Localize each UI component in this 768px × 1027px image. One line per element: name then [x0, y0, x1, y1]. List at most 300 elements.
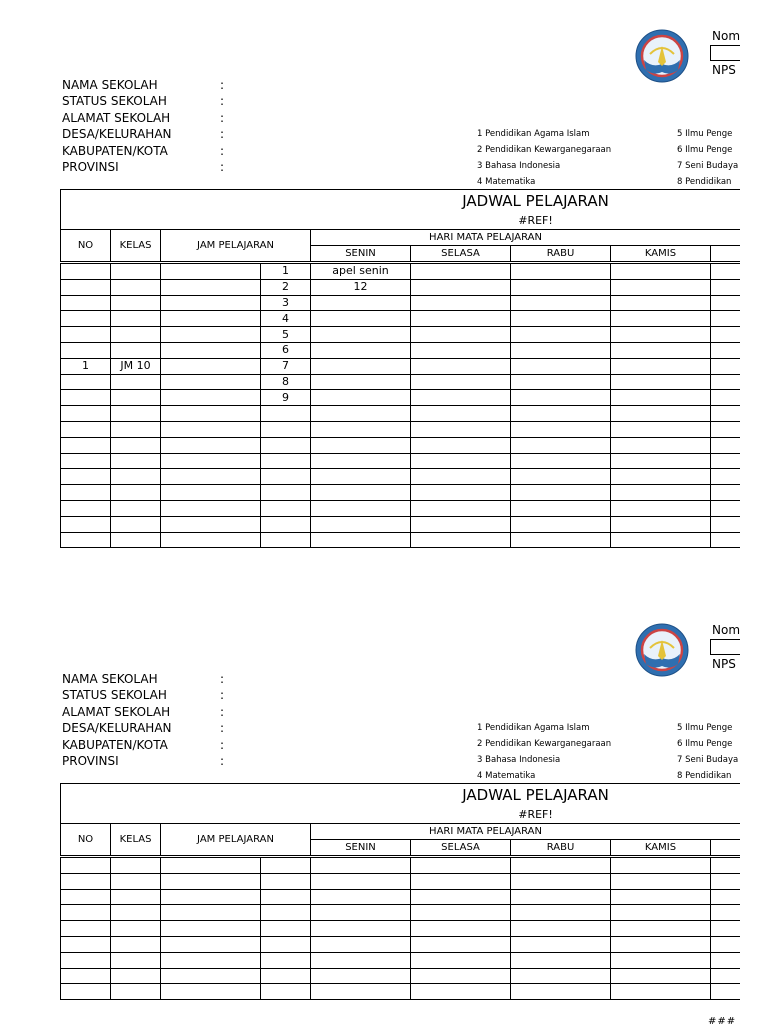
cell-jam-number[interactable] [261, 984, 311, 1000]
cell-next[interactable] [711, 936, 741, 952]
table-row [61, 437, 741, 453]
day-header-kamis: KAMIS [611, 246, 711, 263]
cell-next[interactable] [711, 263, 741, 280]
cell-rabu[interactable] [511, 453, 611, 469]
cell-next[interactable] [711, 437, 741, 453]
day-header-next [711, 840, 741, 857]
cell-kelas[interactable] [111, 263, 161, 280]
cell-jam-number[interactable]: 3 [261, 295, 311, 311]
cell-senin[interactable] [311, 857, 411, 874]
cell-jam-number[interactable] [261, 453, 311, 469]
cell-jam-blank[interactable] [161, 968, 261, 984]
cell-kelas[interactable] [111, 968, 161, 984]
cell-selasa[interactable] [411, 500, 511, 516]
cell-selasa[interactable] [411, 279, 511, 295]
hari-header: HARI MATA PELAJARAN [311, 824, 741, 840]
day-header-selasa: SELASA [411, 840, 511, 857]
cell-kamis[interactable] [611, 390, 711, 406]
cell-jam-blank[interactable] [161, 263, 261, 280]
cell-next[interactable] [711, 279, 741, 295]
cell-kelas[interactable] [111, 857, 161, 874]
cell-kelas[interactable] [111, 342, 161, 358]
cell-senin[interactable] [311, 342, 411, 358]
cell-senin[interactable] [311, 968, 411, 984]
table-row [61, 936, 741, 952]
cell-jam-number[interactable] [261, 500, 311, 516]
cell-kamis[interactable] [611, 984, 711, 1000]
cell-kelas[interactable] [111, 453, 161, 469]
table-row [61, 390, 741, 406]
cell-kamis[interactable] [611, 889, 711, 905]
cell-selasa[interactable] [411, 311, 511, 327]
schedule-table [60, 189, 741, 548]
cell-kelas[interactable] [111, 873, 161, 889]
cell-selasa[interactable] [411, 936, 511, 952]
cell-selasa[interactable] [411, 437, 511, 453]
nomor-box [710, 639, 742, 655]
table-row [61, 421, 741, 437]
cell-jam-blank[interactable] [161, 390, 261, 406]
cell-rabu[interactable] [511, 921, 611, 937]
cell-selasa[interactable] [411, 857, 511, 874]
cell-no[interactable] [61, 421, 111, 437]
cell-kelas[interactable] [111, 469, 161, 485]
cell-jam-blank[interactable] [161, 342, 261, 358]
cell-selasa[interactable] [411, 889, 511, 905]
cell-rabu[interactable] [511, 406, 611, 422]
cell-selasa[interactable] [411, 421, 511, 437]
cell-senin[interactable] [311, 358, 411, 374]
cell-selasa[interactable] [411, 327, 511, 343]
cell-kelas[interactable]: JM 10 [111, 358, 161, 374]
tut-wuri-handayani-logo [634, 622, 690, 678]
cell-jam-blank[interactable] [161, 952, 261, 968]
cell-no[interactable] [61, 311, 111, 327]
cell-kamis[interactable] [611, 279, 711, 295]
cell-next[interactable] [711, 327, 741, 343]
subject-item: 1 Pendidikan Agama Islam [477, 129, 590, 139]
cell-next[interactable] [711, 469, 741, 485]
cell-kamis[interactable] [611, 532, 711, 548]
cell-kamis[interactable] [611, 358, 711, 374]
table-row [61, 485, 741, 501]
nomor-box [710, 45, 742, 61]
cell-kamis[interactable] [611, 905, 711, 921]
cell-kelas[interactable] [111, 516, 161, 532]
cell-senin[interactable]: 12 [311, 279, 411, 295]
cell-no[interactable] [61, 532, 111, 548]
cell-kelas[interactable] [111, 905, 161, 921]
cell-jam-blank[interactable] [161, 279, 261, 295]
cell-kamis[interactable] [611, 342, 711, 358]
cell-selasa[interactable] [411, 921, 511, 937]
cell-kamis[interactable] [611, 485, 711, 501]
cell-jam-blank[interactable] [161, 889, 261, 905]
cell-jam-number[interactable]: 7 [261, 358, 311, 374]
cell-rabu[interactable] [511, 374, 611, 390]
cell-rabu[interactable] [511, 342, 611, 358]
cell-jam-blank[interactable] [161, 857, 261, 874]
cell-next[interactable] [711, 984, 741, 1000]
subject-item: 1 Pendidikan Agama Islam [477, 723, 590, 733]
cell-senin[interactable] [311, 437, 411, 453]
cell-kamis[interactable] [611, 421, 711, 437]
page-footer: ### [708, 1016, 737, 1027]
cell-next[interactable] [711, 873, 741, 889]
cell-jam-blank[interactable] [161, 984, 261, 1000]
cell-next[interactable] [711, 311, 741, 327]
cell-jam-blank[interactable] [161, 469, 261, 485]
cell-jam-number[interactable] [261, 921, 311, 937]
cell-jam-blank[interactable] [161, 921, 261, 937]
cell-rabu[interactable] [511, 889, 611, 905]
subject-item: 2 Pendidikan Kewarganegaraan [477, 739, 612, 749]
cell-rabu[interactable] [511, 358, 611, 374]
info-row: NAMA SEKOLAH : [62, 672, 225, 686]
nomor-label: Nom [712, 623, 741, 637]
cell-jam-number[interactable] [261, 421, 311, 437]
cell-selasa[interactable] [411, 532, 511, 548]
cell-kelas[interactable] [111, 374, 161, 390]
cell-selasa[interactable] [411, 390, 511, 406]
nomor-label: Nom [712, 29, 741, 43]
info-row: PROVINSI : [62, 159, 225, 174]
cell-jam-number[interactable] [261, 532, 311, 548]
cell-no[interactable] [61, 921, 111, 937]
cell-senin[interactable] [311, 532, 411, 548]
cell-kelas[interactable] [111, 390, 161, 406]
cell-rabu[interactable] [511, 905, 611, 921]
cell-next[interactable] [711, 374, 741, 390]
subject-item: 3 Bahasa Indonesia [477, 161, 561, 171]
cell-selasa[interactable] [411, 358, 511, 374]
cell-next[interactable] [711, 390, 741, 406]
subject-item: 6 Ilmu Penge [677, 739, 733, 749]
cell-senin[interactable] [311, 406, 411, 422]
cell-kamis[interactable] [611, 857, 711, 874]
cell-kelas[interactable] [111, 406, 161, 422]
info-label: DESA/KELURAHAN [62, 721, 172, 736]
cell-kamis[interactable] [611, 516, 711, 532]
cell-jam-number[interactable] [261, 873, 311, 889]
cell-no[interactable] [61, 889, 111, 905]
cell-kamis[interactable] [611, 406, 711, 422]
cell-selasa[interactable] [411, 453, 511, 469]
cell-selasa[interactable] [411, 485, 511, 501]
table-row [61, 406, 741, 422]
cell-no[interactable] [61, 295, 111, 311]
info-label: NAMA SEKOLAH [62, 672, 158, 686]
cell-next[interactable] [711, 421, 741, 437]
cell-jam-number[interactable] [261, 905, 311, 921]
subject-item: 4 Matematika [477, 771, 536, 781]
info-label: KABUPATEN/KOTA [62, 143, 168, 158]
schedule-sheet-2 [0, 594, 768, 994]
cell-no[interactable] [61, 279, 111, 295]
cell-kamis[interactable] [611, 263, 711, 280]
cell-rabu[interactable] [511, 873, 611, 889]
cell-kamis[interactable] [611, 374, 711, 390]
day-header-next [711, 246, 741, 263]
cell-no[interactable] [61, 437, 111, 453]
subject-item: 8 Pendidikan [677, 771, 732, 781]
cell-kamis[interactable] [611, 327, 711, 343]
cell-senin[interactable] [311, 936, 411, 952]
cell-next[interactable] [711, 406, 741, 422]
cell-kamis[interactable] [611, 500, 711, 516]
cell-senin[interactable] [311, 889, 411, 905]
subject-item: 8 Pendidikan [677, 177, 732, 187]
cell-senin[interactable] [311, 453, 411, 469]
cell-next[interactable] [711, 921, 741, 937]
cell-jam-blank[interactable] [161, 453, 261, 469]
cell-rabu[interactable] [511, 279, 611, 295]
school-info [62, 77, 230, 175]
cell-no[interactable] [61, 406, 111, 422]
cell-kamis[interactable] [611, 295, 711, 311]
cell-senin[interactable] [311, 390, 411, 406]
cell-kamis[interactable] [611, 873, 711, 889]
cell-next[interactable] [711, 857, 741, 874]
cell-selasa[interactable] [411, 873, 511, 889]
cell-kelas[interactable] [111, 295, 161, 311]
cell-no[interactable] [61, 936, 111, 952]
cell-rabu[interactable] [511, 263, 611, 280]
cell-jam-number[interactable]: 1 [261, 263, 311, 280]
cell-senin[interactable]: apel senin [311, 263, 411, 280]
cell-jam-number[interactable] [261, 936, 311, 952]
cell-kamis[interactable] [611, 921, 711, 937]
table-title: JADWAL PELAJARAN [61, 190, 741, 213]
table-row [61, 374, 741, 390]
col-jam-header: JAM PELAJARAN [161, 824, 311, 857]
cell-no[interactable] [61, 857, 111, 874]
cell-kelas[interactable] [111, 485, 161, 501]
cell-no[interactable] [61, 952, 111, 968]
table-row [61, 516, 741, 532]
cell-senin[interactable] [311, 921, 411, 937]
cell-kelas[interactable] [111, 532, 161, 548]
cell-jam-number[interactable] [261, 857, 311, 874]
cell-rabu[interactable] [511, 327, 611, 343]
cell-kelas[interactable] [111, 889, 161, 905]
cell-senin[interactable] [311, 984, 411, 1000]
cell-next[interactable] [711, 532, 741, 548]
cell-jam-number[interactable] [261, 406, 311, 422]
cell-no[interactable] [61, 374, 111, 390]
cell-jam-number[interactable] [261, 952, 311, 968]
cell-no[interactable] [61, 327, 111, 343]
cell-jam-blank[interactable] [161, 358, 261, 374]
cell-senin[interactable] [311, 873, 411, 889]
cell-kelas[interactable] [111, 311, 161, 327]
cell-selasa[interactable] [411, 984, 511, 1000]
cell-kelas[interactable] [111, 952, 161, 968]
cell-next[interactable] [711, 516, 741, 532]
cell-senin[interactable] [311, 311, 411, 327]
cell-rabu[interactable] [511, 968, 611, 984]
cell-kamis[interactable] [611, 952, 711, 968]
cell-jam-blank[interactable] [161, 500, 261, 516]
cell-rabu[interactable] [511, 516, 611, 532]
nps-label: NPS [712, 63, 736, 77]
cell-kamis[interactable] [611, 936, 711, 952]
table-row [61, 873, 741, 889]
cell-jam-number[interactable] [261, 516, 311, 532]
cell-rabu[interactable] [511, 469, 611, 485]
cell-senin[interactable] [311, 516, 411, 532]
cell-senin[interactable] [311, 295, 411, 311]
cell-kamis[interactable] [611, 437, 711, 453]
cell-kelas[interactable] [111, 984, 161, 1000]
cell-next[interactable] [711, 485, 741, 501]
table-row [61, 279, 741, 295]
cell-jam-blank[interactable] [161, 485, 261, 501]
cell-rabu[interactable] [511, 295, 611, 311]
info-row: DESA/KELURAHAN : [62, 127, 225, 142]
table-row [61, 857, 741, 874]
cell-jam-number[interactable]: 9 [261, 390, 311, 406]
cell-jam-blank[interactable] [161, 516, 261, 532]
subject-item: 7 Seni Budaya [677, 755, 739, 765]
cell-jam-blank[interactable] [161, 311, 261, 327]
cell-next[interactable] [711, 453, 741, 469]
cell-jam-number[interactable] [261, 469, 311, 485]
cell-kamis[interactable] [611, 968, 711, 984]
cell-rabu[interactable] [511, 421, 611, 437]
cell-jam-blank[interactable] [161, 873, 261, 889]
cell-rabu[interactable] [511, 500, 611, 516]
cell-selasa[interactable] [411, 263, 511, 280]
cell-next[interactable] [711, 358, 741, 374]
cell-next[interactable] [711, 952, 741, 968]
cell-jam-blank[interactable] [161, 327, 261, 343]
cell-senin[interactable] [311, 485, 411, 501]
cell-jam-number[interactable] [261, 437, 311, 453]
cell-selasa[interactable] [411, 968, 511, 984]
cell-selasa[interactable] [411, 406, 511, 422]
cell-next[interactable] [711, 295, 741, 311]
cell-jam-blank[interactable] [161, 295, 261, 311]
cell-jam-blank[interactable] [161, 421, 261, 437]
cell-rabu[interactable] [511, 952, 611, 968]
cell-jam-number[interactable]: 6 [261, 342, 311, 358]
table-row [61, 921, 741, 937]
cell-selasa[interactable] [411, 469, 511, 485]
cell-no[interactable] [61, 968, 111, 984]
cell-senin[interactable] [311, 327, 411, 343]
info-row: STATUS SEKOLAH : [62, 688, 225, 703]
cell-jam-number[interactable] [261, 485, 311, 501]
cell-selasa[interactable] [411, 516, 511, 532]
cell-no[interactable] [61, 263, 111, 280]
cell-jam-blank[interactable] [161, 532, 261, 548]
cell-jam-number[interactable] [261, 968, 311, 984]
cell-jam-blank[interactable] [161, 936, 261, 952]
nps-label: NPS [712, 657, 736, 671]
subject-item: 4 Matematika [477, 177, 536, 187]
cell-no[interactable] [61, 485, 111, 501]
cell-no[interactable]: 1 [61, 358, 111, 374]
cell-no[interactable] [61, 873, 111, 889]
cell-rabu[interactable] [511, 390, 611, 406]
cell-senin[interactable] [311, 421, 411, 437]
cell-jam-number[interactable]: 4 [261, 311, 311, 327]
subject-item: 5 Ilmu Penge [677, 723, 733, 733]
cell-no[interactable] [61, 516, 111, 532]
cell-jam-blank[interactable] [161, 905, 261, 921]
cell-rabu[interactable] [511, 485, 611, 501]
cell-next[interactable] [711, 889, 741, 905]
cell-kelas[interactable] [111, 500, 161, 516]
info-row: PROVINSI : [62, 753, 225, 768]
cell-selasa[interactable] [411, 295, 511, 311]
cell-kelas[interactable] [111, 421, 161, 437]
cell-no[interactable] [61, 390, 111, 406]
cell-selasa[interactable] [411, 905, 511, 921]
cell-kamis[interactable] [611, 453, 711, 469]
cell-senin[interactable] [311, 500, 411, 516]
cell-selasa[interactable] [411, 374, 511, 390]
cell-no[interactable] [61, 500, 111, 516]
cell-jam-number[interactable] [261, 889, 311, 905]
schedule-sheet-1 [0, 0, 768, 404]
cell-rabu[interactable] [511, 311, 611, 327]
cell-no[interactable] [61, 469, 111, 485]
cell-senin[interactable] [311, 469, 411, 485]
cell-kelas[interactable] [111, 437, 161, 453]
cell-no[interactable] [61, 984, 111, 1000]
cell-jam-blank[interactable] [161, 437, 261, 453]
cell-kamis[interactable] [611, 311, 711, 327]
info-label: NAMA SEKOLAH [62, 78, 158, 92]
cell-rabu[interactable] [511, 984, 611, 1000]
cell-no[interactable] [61, 905, 111, 921]
cell-kelas[interactable] [111, 327, 161, 343]
table-title: JADWAL PELAJARAN [61, 784, 741, 807]
cell-rabu[interactable] [511, 857, 611, 874]
cell-rabu[interactable] [511, 532, 611, 548]
cell-next[interactable] [711, 342, 741, 358]
cell-selasa[interactable] [411, 342, 511, 358]
cell-selasa[interactable] [411, 952, 511, 968]
cell-rabu[interactable] [511, 437, 611, 453]
cell-senin[interactable] [311, 374, 411, 390]
info-label: STATUS SEKOLAH [62, 94, 167, 109]
cell-senin[interactable] [311, 952, 411, 968]
cell-next[interactable] [711, 500, 741, 516]
cell-no[interactable] [61, 453, 111, 469]
cell-kelas[interactable] [111, 279, 161, 295]
table-row [61, 342, 741, 358]
day-header-senin: SENIN [311, 840, 411, 857]
col-jam-header: JAM PELAJARAN [161, 230, 311, 263]
cell-jam-blank[interactable] [161, 406, 261, 422]
cell-kelas[interactable] [111, 936, 161, 952]
cell-next[interactable] [711, 905, 741, 921]
cell-senin[interactable] [311, 905, 411, 921]
cell-rabu[interactable] [511, 936, 611, 952]
cell-jam-blank[interactable] [161, 374, 261, 390]
subject-item: 6 Ilmu Penge [677, 145, 733, 155]
cell-kamis[interactable] [611, 469, 711, 485]
cell-kelas[interactable] [111, 921, 161, 937]
cell-no[interactable] [61, 342, 111, 358]
cell-jam-number[interactable]: 8 [261, 374, 311, 390]
cell-jam-number[interactable]: 5 [261, 327, 311, 343]
cell-next[interactable] [711, 968, 741, 984]
cell-jam-number[interactable]: 2 [261, 279, 311, 295]
